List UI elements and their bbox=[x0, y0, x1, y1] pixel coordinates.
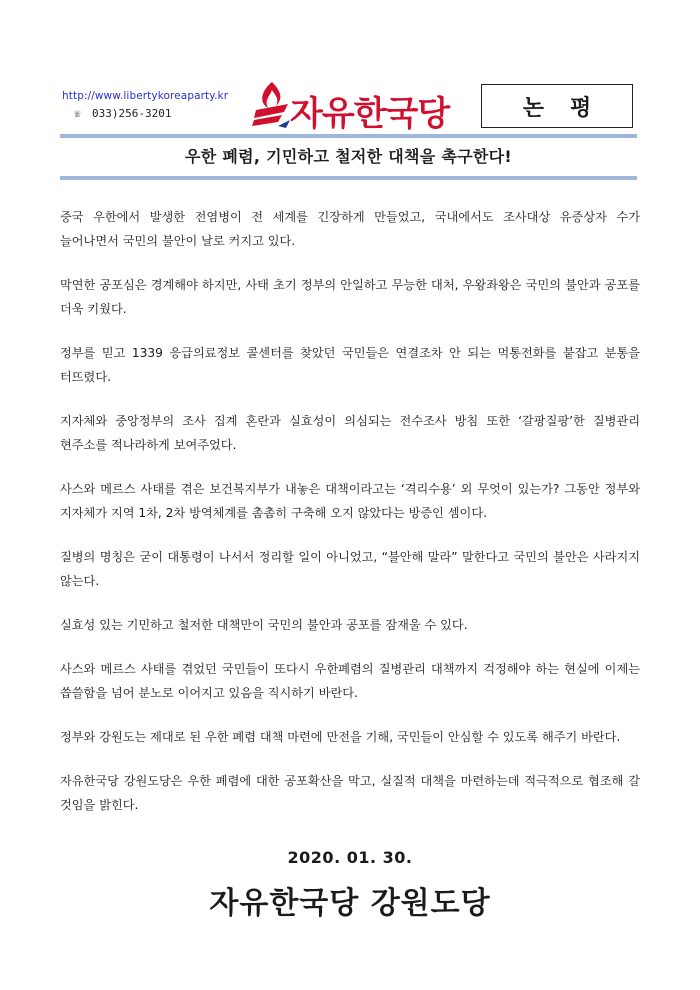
paragraph: 사스와 메르스 사태를 겪은 보건복지부가 내놓은 대책이라고는 ‘격리수용’ 외 무엇이 있는가? 그동안 정부와 지자체가 지역 1차, 2차 방역체계를 촘촘히 구축해 오지 않았다는 방증인 셈이다. bbox=[60, 482, 640, 520]
divider-top bbox=[60, 134, 637, 138]
telephone-icon: ☏ bbox=[74, 107, 81, 120]
release-date: 2020. 01. 30. bbox=[287, 848, 413, 867]
paragraph: 자유한국당 강원도당은 우한 폐렴에 대한 공포확산을 막고, 실질적 대책을 마련하는데 적극적으로 협조해 갈 것임을 밝힌다. bbox=[60, 774, 640, 812]
paragraph: 막연한 공포심은 경계해야 하지만, 사태 초기 정부의 안일하고 무능한 대처, 우왕좌왕은 국민의 불안과 공포를 더욱 키웠다. bbox=[60, 278, 640, 316]
headline: 우한 폐렴, 기민하고 철저한 대책을 촉구한다! bbox=[185, 147, 512, 166]
paragraph: 정부와 강원도는 제대로 된 우한 폐렴 대책 마련에 만전을 기해, 국민들이 안심할 수 있도록 해주기 바란다. bbox=[60, 730, 621, 744]
party-logo-wordmark: 자유한국당 bbox=[290, 94, 450, 134]
phone-number bbox=[62, 105, 228, 122]
phone-number-text: 033)256-3201 bbox=[92, 107, 172, 120]
statement-body bbox=[60, 205, 640, 837]
torch-logo-icon bbox=[250, 80, 294, 132]
party-website-link[interactable]: http://www.libertykoreaparty.kr bbox=[62, 90, 229, 102]
category-label: 논평 bbox=[481, 84, 633, 128]
paragraph: 실효성 있는 기민하고 철저한 대책만이 국민의 불안과 공포를 잠재울 수 있다. bbox=[60, 618, 468, 632]
party-logo bbox=[250, 80, 450, 132]
paragraph: 중국 우한에서 발생한 전염병이 전 세계를 긴장하게 만들었고, 국내에서도 조사대상 유증상자 수가 늘어나면서 국민의 불안이 날로 커지고 있다. bbox=[60, 210, 640, 248]
letterhead bbox=[0, 0, 700, 140]
paragraph: 정부를 믿고 1339 응급의료정보 콜센터를 찾았던 국민들은 연결조차 안 되는 먹통전화를 붙잡고 분통을 터뜨렸다. bbox=[60, 346, 640, 384]
issuing-organization: 자유한국당 강원도당 bbox=[209, 886, 491, 921]
paragraph: 지자체와 중앙정부의 조사 집계 혼란과 실효성이 의심되는 전수조사 방침 또한 ‘갈팡질팡’한 질병관리 현주소를 적나라하게 보여주었다. bbox=[60, 414, 640, 452]
divider-bottom bbox=[60, 176, 637, 180]
paragraph: 질병의 명칭은 굳이 대통령이 나서서 정리할 일이 아니었고, “불안해 말라” 말한다고 국민의 불안은 사라지지 않는다. bbox=[60, 550, 640, 588]
contact-info bbox=[62, 88, 228, 122]
paragraph: 사스와 메르스 사태를 겪었던 국민들이 또다시 우한폐렴의 질병관리 대책까지 걱정해야 하는 현실에 이제는 씁쓸함을 넘어 분노로 이어지고 있음을 직시하기 바란다. bbox=[60, 662, 640, 700]
